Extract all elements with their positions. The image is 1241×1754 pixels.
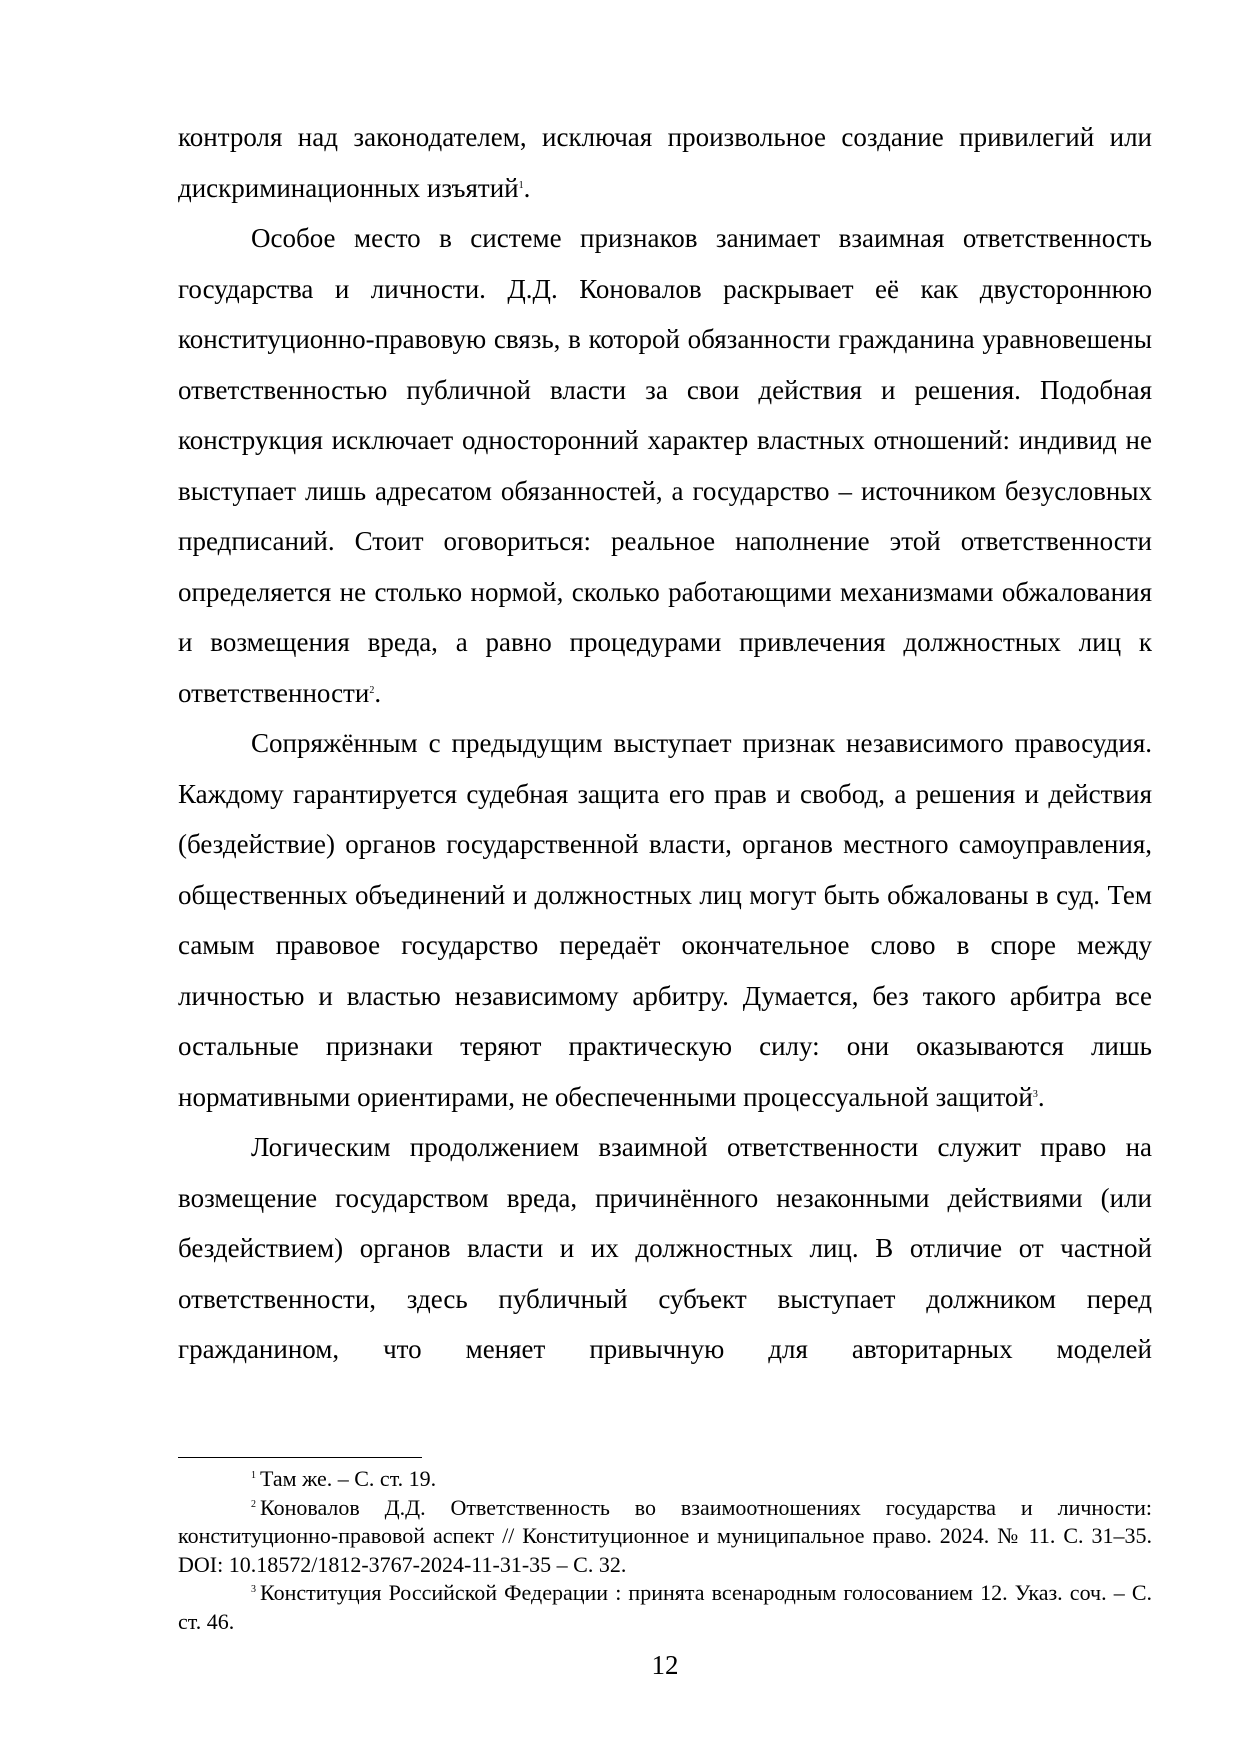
paragraph-text: Логическим продолжением взаимной ответственности служит право на возмещение государством вреда, причинённого незаконными действиями (или бездействием) органов власти и их должностных лиц. В отличие от частной ответственности, здесь публичный субъект выступает должником перед гражданином, что меняет привычную для авторитарных моделей: [178, 1132, 1152, 1364]
paragraph-continuation: [178, 112, 1152, 213]
footnote-number: 2: [251, 1498, 256, 1510]
page-number: 12: [651, 1650, 679, 1680]
footnote-2: [178, 1494, 1152, 1580]
footnote-1: [178, 1465, 1152, 1494]
footnotes: [178, 1465, 1152, 1636]
paragraph-independent-justice: [178, 718, 1152, 1122]
footnote-number: 1: [251, 1470, 256, 1481]
paragraph-text: Сопряжённым с предыдущим выступает признак независимого правосудия. Каждому гарантируется судебная защита его прав и свобод, а решения и действия (бездействие) органов государственной власти, органов местного самоуправления, общественных объединений и должностных лиц могут быть обжалованы в суд. Тем самым правовое государство передаёт окончательное слово в споре между личностью и властью независимому арбитру. Думается, без такого арбитра все остальные признаки теряют практическую силу: они оказываются лишь нормативными ориентирами, не обеспеченными процессуальной защитой: [178, 728, 1152, 1112]
paragraph-mutual-responsibility: [178, 213, 1152, 718]
paragraph-text: контроля над законодателем, исключая произвольное создание привилегий или дискриминационных изъятий: [178, 122, 1152, 203]
footnote-text: Коновалов Д.Д. Ответственность во взаимоотношениях государства и личности: конституционно-правовой аспект // Конституционное и муниципальное право. 2024. № 11. С. 31–35. DOI: 10.18572/1812-3767-2024-11-31-35 – С. 32.: [178, 1494, 1152, 1577]
footnote-text: Конституция Российской Федерации : принята всенародным голосованием 12. Указ. соч. – С. ст. 46.: [178, 1580, 1152, 1634]
footnote-3: [178, 1579, 1152, 1636]
footnote-reference[interactable]: 3: [1032, 1088, 1038, 1100]
footnote-number: 3: [251, 1584, 256, 1595]
paragraph-end: .: [374, 677, 382, 708]
footnote-text: Там же. – С. ст. 19.: [260, 1466, 437, 1491]
paragraph-end: .: [1037, 1081, 1045, 1112]
document-body: [178, 112, 1152, 1375]
paragraph-compensation: [178, 1122, 1152, 1375]
footnote-reference[interactable]: 2: [369, 684, 375, 696]
footnote-separator: [178, 1457, 422, 1458]
footnote-reference[interactable]: 1: [518, 179, 524, 191]
paragraph-text: Особое место в системе признаков занимает взаимная ответственность государства и личности. Д.Д. Коновалов раскрывает её как двустороннюю конституционно-правовую связь, в которой обязанности гражданина уравновешены ответственностью публичной власти за свои действия и решения. Подобная конструкция исключает односторонний характер властных отношений: индивид не выступает лишь адресатом обязанностей, а государство – источником безусловных предписаний. Стоит оговориться: реальное наполнение этой ответственности определяется не столько нормой, сколько работающими механизмами обжалования и возмещения вреда, а равно процедурами привлечения должностных лиц к ответственности: [178, 223, 1152, 708]
paragraph-end: .: [523, 172, 531, 203]
